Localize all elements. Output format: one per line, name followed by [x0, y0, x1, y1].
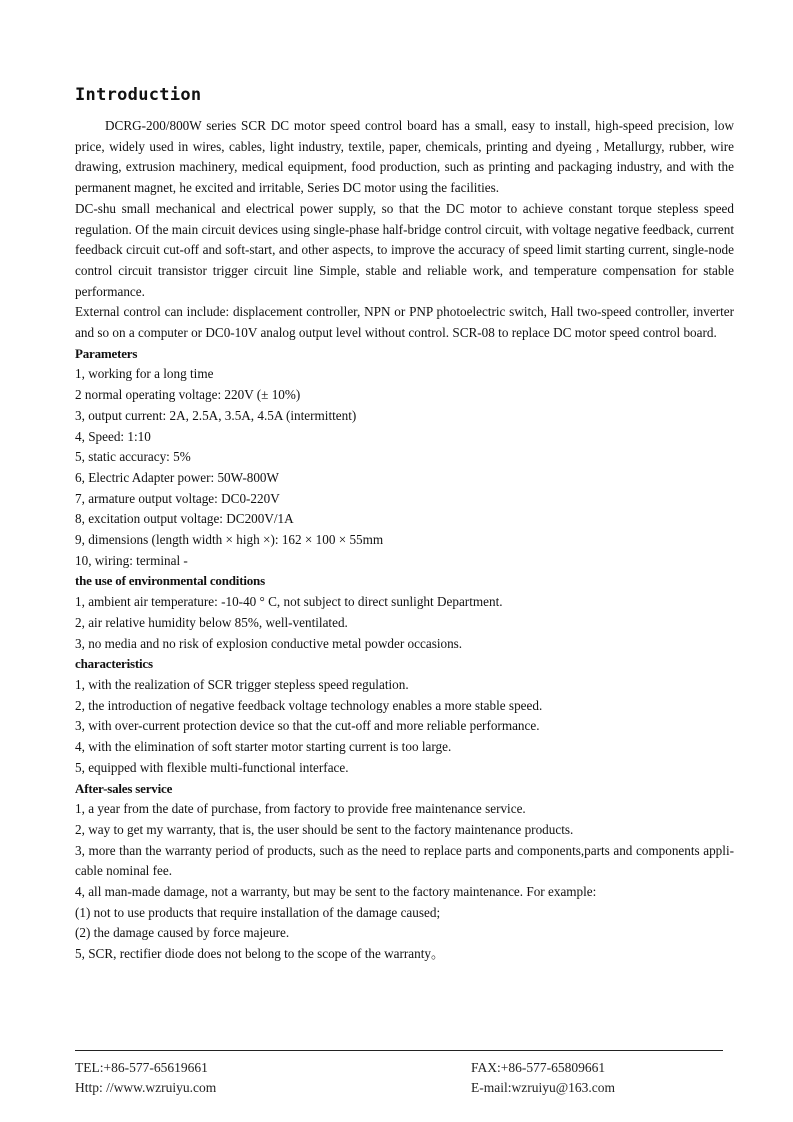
footer-telephone: TEL:+86-577-65619661 — [75, 1060, 208, 1075]
intro-paragraph: External control can include: displacement controller, NPN or PNP photoelectric switch, Hall two-speed controller, inverter and so on a computer or DC0-10V analog output level without control. SCR-08 to replace DC motor speed control board. — [75, 304, 734, 341]
after-sales-item: 1, a year from the date of purchase, from factory to provide free maintenance service. — [75, 801, 526, 817]
parameter-item: 5, static accuracy: 5% — [75, 449, 191, 465]
parameter-item: 9, dimensions (length width × high ×): 162 × 100 × 55mm — [75, 532, 384, 548]
section-heading-environment: the use of environmental conditions — [75, 573, 265, 589]
footer-contact-row — [75, 1058, 723, 1078]
parameter-item: 8, excitation output voltage: DC200V/1A — [75, 511, 294, 527]
intro-paragraph: DCRG-200/800W series SCR DC motor speed control board has a small, easy to install, high-speed precision, low price, widely used in wires, cables, light industry, textile, paper, chemicals, printing and dyeing , Metallurgy, rubber, wire drawing, extrusion machinery, medical equipment, food production, such as printing and packaging industry, and with the permanent magnet, he excited and irritable, Series DC motor using the facilities. — [75, 118, 734, 196]
parameter-item: 6, Electric Adapter power: 50W-800W — [75, 469, 279, 485]
section-heading-parameters: Parameters — [75, 345, 138, 361]
section-heading-characteristics: characteristics — [75, 656, 153, 672]
footer-email-link[interactable]: E-mail:wzruiyu@163.com — [471, 1080, 616, 1095]
page-title: Introduction — [75, 85, 202, 105]
characteristic-item: 2, the introduction of negative feedback voltage technology enables a more stable speed. — [75, 697, 543, 713]
footer-website-link[interactable]: Http: //www.wzruiyu.com — [75, 1080, 217, 1095]
document-body — [75, 116, 734, 965]
intro-paragraph: DC-shu small mechanical and electrical power supply, so that the DC motor to achieve constant torque stepless speed regulation. Of the main circuit devices using single-phase half-bridge control circuit, with voltage negative feedback, current feedback circuit cut-off and soft-start, and other aspects, to improve the accuracy of speed limit starting current, single-node control circuit transistor trigger circuit line Simple, stable and reliable work, and temperature compensation for stable performance. — [75, 200, 734, 299]
after-sales-item: 2, way to get my warranty, that is, the user should be sent to the factory maintenance products. — [75, 821, 574, 837]
parameter-item: 7, armature output voltage: DC0-220V — [75, 490, 280, 506]
after-sales-item: (2) the damage caused by force majeure. — [75, 925, 290, 941]
footer-web-row — [75, 1078, 723, 1098]
characteristic-item: 1, with the realization of SCR trigger stepless speed regulation. — [75, 676, 409, 692]
parameter-item: 10, wiring: terminal - — [75, 552, 188, 568]
parameter-item: 3, output current: 2A, 2.5A, 3.5A, 4.5A (intermittent) — [75, 407, 357, 423]
parameter-item: 4, Speed: 1:10 — [75, 428, 151, 444]
after-sales-item: 4, all man-made damage, not a warranty, but may be sent to the factory maintenance. For example: — [75, 884, 597, 900]
after-sales-item: 3, more than the warranty period of products, such as the need to replace parts and components,parts and components appli-cable nominal fee. — [75, 842, 734, 879]
environment-item: 3, no media and no risk of explosion conductive metal powder occasions. — [75, 635, 463, 651]
parameter-item: 2 normal operating voltage: 220V (± 10%) — [75, 387, 301, 403]
environment-item: 1, ambient air temperature: -10-40 ° C, not subject to direct sunlight Department. — [75, 594, 503, 610]
characteristic-item: 4, with the elimination of soft starter motor starting current is too large. — [75, 739, 452, 755]
parameter-item: 1, working for a long time — [75, 366, 214, 382]
after-sales-item: (1) not to use products that require installation of the damage caused; — [75, 904, 441, 920]
document-page — [75, 84, 734, 965]
section-heading-after-sales: After-sales service — [75, 780, 173, 796]
after-sales-item: 5, SCR, rectifier diode does not belong to the scope of the warranty。 — [75, 946, 445, 962]
footer-fax: FAX:+86-577-65809661 — [471, 1060, 606, 1075]
characteristic-item: 5, equipped with flexible multi-functional interface. — [75, 759, 349, 775]
characteristic-item: 3, with over-current protection device so that the cut-off and more reliable performance. — [75, 718, 540, 734]
page-footer — [75, 1050, 723, 1098]
environment-item: 2, air relative humidity below 85%, well-ventilated. — [75, 614, 348, 630]
